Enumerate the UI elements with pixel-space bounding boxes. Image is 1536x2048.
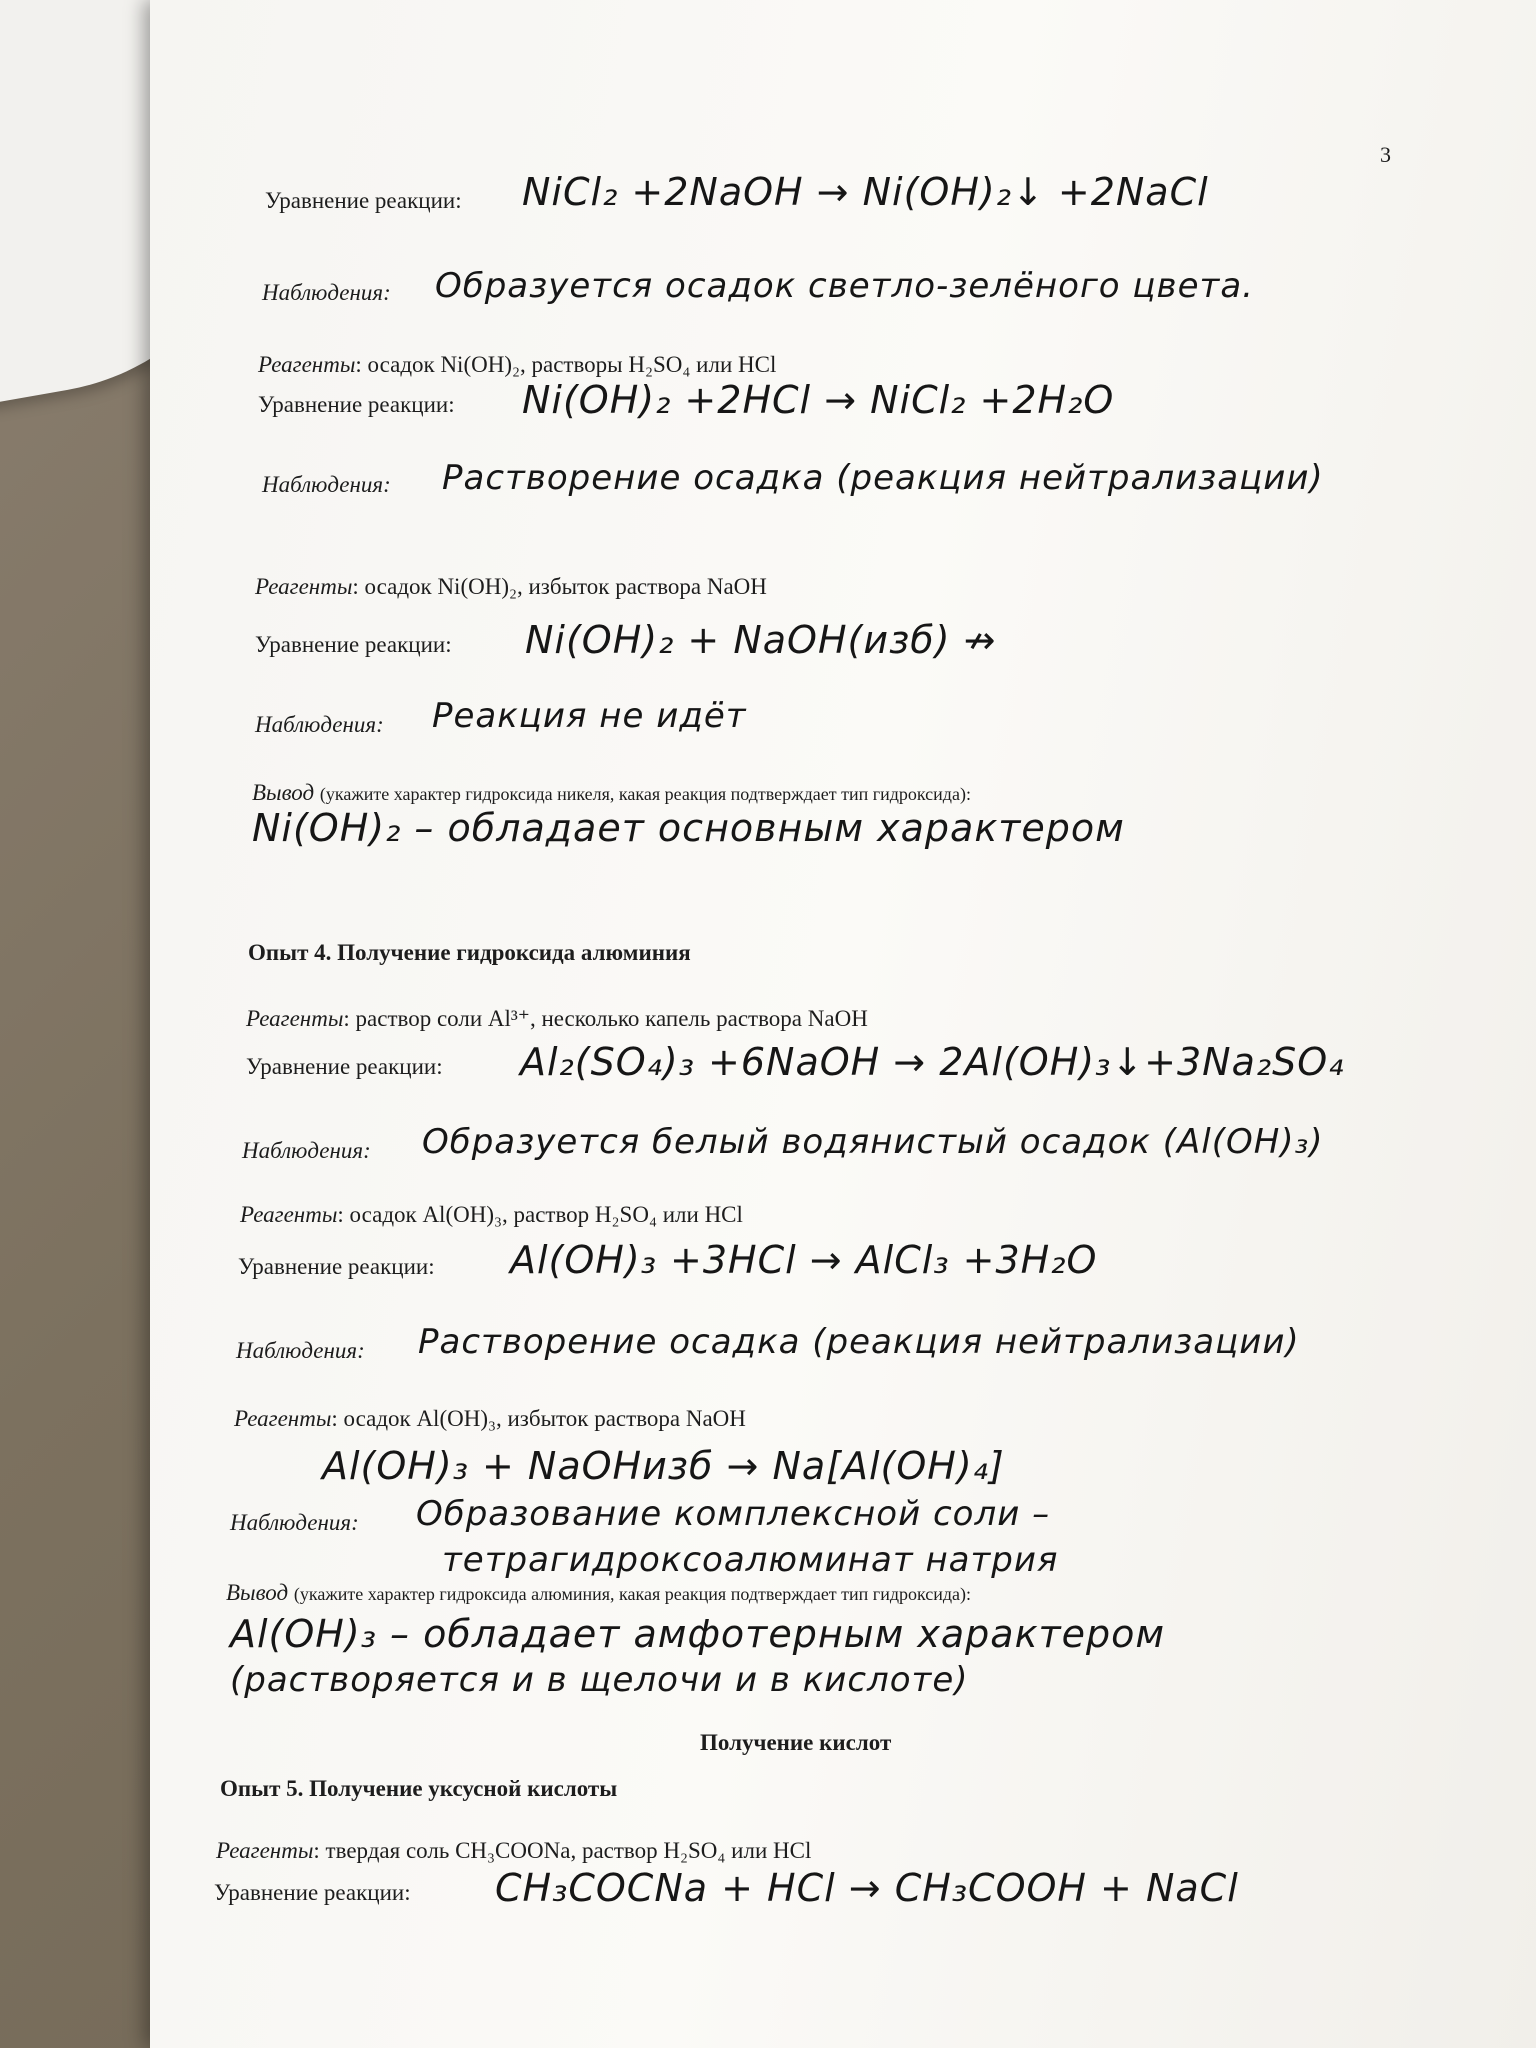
al-equation-3: Al(OH)₃ + NaOHизб → Na[Al(OH)₄] bbox=[322, 1444, 1005, 1488]
al-observation-3-line-1: Образование комплексной соли – bbox=[416, 1494, 1051, 1534]
al-observation-3-line-2: тетрагидроксоалюминат натрия bbox=[442, 1540, 1059, 1580]
observation-label: Наблюдения: bbox=[230, 1510, 359, 1535]
al-equation-1: Al₂(SO₄)₃ +6NaOH → 2Al(OH)₃↓+3Na₂SO₄ bbox=[520, 1040, 1345, 1084]
observation-label: Наблюдения: bbox=[236, 1338, 365, 1363]
ni-reagents-2: Реагенты: осадок Ni(OH)₂, растворы H₂SO₄ или HCl bbox=[258, 352, 777, 377]
acid-equation-1: CH₃COCNa + HCl → CH₃COOH + NaCl bbox=[495, 1866, 1239, 1910]
al-conclusion-line-2: (растворяется и в щелочи и в кислоте) bbox=[230, 1660, 969, 1700]
acids-section-title: Получение кислот bbox=[700, 1730, 892, 1755]
al-reagents-2: Реагенты: осадок Al(OH)₃, раствор H₂SO₄ или HCl bbox=[240, 1202, 743, 1227]
ni-equation-2: Ni(OH)₂ +2HCl → NiCl₂ +2H₂O bbox=[522, 378, 1115, 422]
observation-label: Наблюдения: bbox=[242, 1138, 371, 1163]
equation-label: Уравнение реакции: bbox=[265, 188, 462, 213]
al-conclusion-line-1: Al(OH)₃ – обладает амфотерным характером bbox=[230, 1612, 1166, 1656]
equation-label: Уравнение реакции: bbox=[258, 392, 455, 417]
experiment-4-heading: Опыт 4. Получение гидроксида алюминия bbox=[248, 940, 691, 965]
ni-equation-1: NiCl₂ +2NaOH → Ni(OH)₂↓ +2NaCl bbox=[522, 170, 1209, 214]
page-number: 3 bbox=[1380, 142, 1391, 167]
al-conclusion-label: Вывод (укажите характер гидроксида алюминия, какая реакция подтверждает тип гидроксида): bbox=[226, 1580, 972, 1605]
al-observation-2: Растворение осадка (реакция нейтрализации) bbox=[418, 1322, 1300, 1362]
al-reagents-3: Реагенты: осадок Al(OH)₃, избыток раствора NaOH bbox=[234, 1406, 746, 1431]
worksheet-page bbox=[150, 0, 1536, 2048]
equation-label: Уравнение реакции: bbox=[246, 1054, 443, 1079]
ni-reagents-3: Реагенты: осадок Ni(OH)₂, избыток раствора NaOH bbox=[255, 574, 767, 599]
observation-label: Наблюдения: bbox=[262, 280, 391, 305]
ni-conclusion-text: Ni(OH)₂ – обладает основным характером bbox=[252, 806, 1125, 850]
observation-label: Наблюдения: bbox=[262, 472, 391, 497]
equation-label: Уравнение реакции: bbox=[238, 1254, 435, 1279]
observation-label: Наблюдения: bbox=[255, 712, 384, 737]
experiment-5-heading: Опыт 5. Получение уксусной кислоты bbox=[220, 1776, 618, 1801]
ni-conclusion-label: Вывод (укажите характер гидроксида никеля, какая реакция подтверждает тип гидроксида): bbox=[252, 780, 971, 805]
ni-observation-3: Реакция не идёт bbox=[432, 696, 747, 736]
ni-equation-3: Ni(OH)₂ + NaOH(изб) ↛ bbox=[525, 618, 997, 662]
equation-label: Уравнение реакции: bbox=[255, 632, 452, 657]
ni-observation-1: Образуется осадок светло-зелёного цвета. bbox=[435, 266, 1254, 306]
al-observation-1: Образуется белый водянистый осадок (Al(OH)₃) bbox=[422, 1122, 1324, 1162]
equation-label: Уравнение реакции: bbox=[214, 1880, 411, 1905]
acid-reagents-1: Реагенты: твердая соль CH₃COONa, раствор H₂SO₄ или HCl bbox=[216, 1838, 812, 1863]
ni-observation-2: Растворение осадка (реакция нейтрализации) bbox=[442, 458, 1324, 498]
al-equation-2: Al(OH)₃ +3HCl → AlCl₃ +3H₂O bbox=[510, 1238, 1098, 1282]
al-reagents-1: Реагенты: раствор соли Al³⁺, несколько капель раствора NaOH bbox=[246, 1006, 868, 1031]
